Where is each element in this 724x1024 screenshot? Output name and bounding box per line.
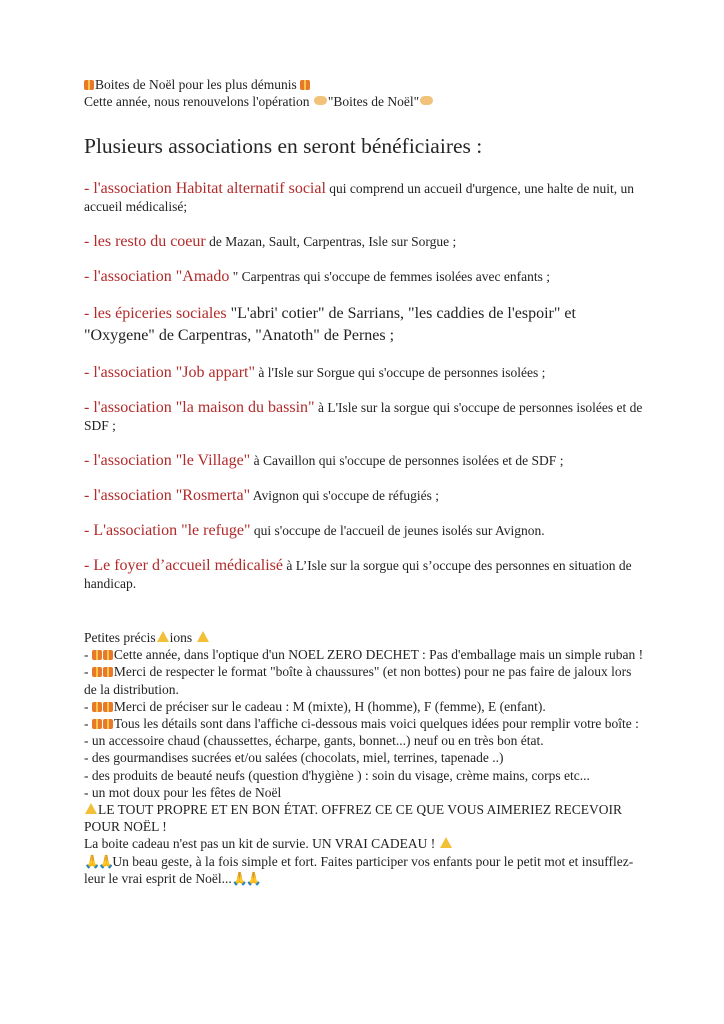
note-text: Merci de respecter le format "boîte à chaussures" (et non bottes) pour ne pas faire de jaloux lors de la distribution. <box>84 664 632 697</box>
gift-icon <box>84 80 94 90</box>
association-description: à Cavaillon qui s'occupe de personnes isolées et de SDF ; <box>250 453 564 468</box>
note-item: - Merci de préciser sur le cadeau : M (mixte), H (homme), F (femme), E (enfant). <box>84 698 546 714</box>
warning-icon <box>85 803 97 814</box>
note-text: Merci de préciser sur le cadeau : M (mixte), H (homme), F (femme), E (enfant). <box>113 698 546 714</box>
gift-icon <box>92 650 102 660</box>
intro-text: Cette année, nous renouvelons l'opération <box>84 94 313 109</box>
notes-block <box>84 629 644 887</box>
association-description: " Carpentras qui s'occupe de femmes isolées avec enfants ; <box>229 269 550 284</box>
association-name: - les épiceries sociales <box>84 305 227 322</box>
note-item: - Cette année, dans l'optique d'un NOEL ZERO DECHET : Pas d'emballage mais un simple ruban ! <box>84 647 644 663</box>
association-item <box>84 303 644 347</box>
note-item: - Merci de respecter le format "boîte à chaussures" (et non bottes) pour ne pas faire de jaloux lors de la distribution. <box>84 664 632 697</box>
praying-hands-icon: 🙏🙏 <box>231 870 261 886</box>
idea-item: - des gourmandises sucrées et/ou salées (chocolats, miel, terrines, tapenade ..) <box>84 750 504 766</box>
sun-cloud-icon <box>420 96 433 105</box>
warning-icon <box>157 631 169 642</box>
association-name: - l'association "le Village" <box>84 452 251 469</box>
association-name: - Le foyer d’accueil médicalisé <box>84 557 283 574</box>
gift-icon <box>300 80 310 90</box>
association-description: à L'Isle sur la sorgue qui s'occupe de personnes isolées et de SDF ; <box>84 400 643 433</box>
praying-hands-icon: 🙏🙏 <box>84 853 113 869</box>
association-item <box>84 557 644 593</box>
document-page <box>84 76 644 887</box>
closing-text: Un beau geste, à la fois simple et fort. Faites participer vos enfants pour le petit mot et insufflez-leur le vrai esprit de Noël... <box>84 853 634 886</box>
gift-icon <box>92 719 102 729</box>
association-item <box>84 180 644 216</box>
closing-line <box>84 853 644 887</box>
idea-item: - un mot doux pour les fêtes de Noël <box>84 784 282 800</box>
survival-line <box>84 835 644 852</box>
association-item <box>84 364 644 382</box>
association-name: - l'association "Job appart" <box>84 364 256 381</box>
idea-item: - des produits de beauté neufs (question d'hygiène ) : soin du visage, crème mains, corps etc... <box>84 767 590 783</box>
warning-text: LE TOUT PROPRE ET EN BON ÉTAT. OFFREZ CE CE QUE VOUS AIMERIEZ RECEVOIR POUR NOËL ! <box>84 802 622 835</box>
association-item <box>84 522 644 540</box>
warning-icon <box>197 631 209 642</box>
warning-icon <box>440 837 452 848</box>
notes-title-part: ions <box>169 630 193 645</box>
intro-line-1 <box>84 76 644 93</box>
survival-text: La boite cadeau n'est pas un kit de survie. UN VRAI CADEAU ! <box>84 836 436 852</box>
gift-icon <box>103 702 113 712</box>
association-item <box>84 487 644 505</box>
note-item: - Tous les détails sont dans l'affiche ci-dessous mais voici quelques idées pour remplir votre boîte : <box>84 716 639 732</box>
section-heading: Plusieurs associations en seront bénéficiaires : <box>84 134 483 158</box>
sun-cloud-icon <box>314 96 327 105</box>
association-description: de Mazan, Sault, Carpentras, Isle sur Sorgue ; <box>205 234 457 249</box>
association-item <box>84 452 644 470</box>
association-name: - l'association Habitat alternatif social <box>84 180 326 197</box>
association-description: qui s'occupe de l'accueil de jeunes isolés sur Avignon. <box>250 523 545 538</box>
association-name: - l'association "Rosmerta" <box>84 487 251 504</box>
note-text: Tous les détails sont dans l'affiche ci-dessous mais voici quelques idées pour remplir votre boîte : <box>113 716 639 732</box>
warning-line <box>84 801 644 835</box>
gift-icon <box>103 667 113 677</box>
association-description: à l'Isle sur Sorgue qui s'occupe de personnes isolées ; <box>255 365 546 380</box>
association-description: à L’Isle sur la sorgue qui s’occupe des personnes en situation de handicap. <box>84 558 632 591</box>
notes-title-part: Petites précis <box>84 630 156 645</box>
association-name: - les resto du coeur <box>84 233 206 250</box>
association-name: - l'association "la maison du bassin" <box>84 399 315 416</box>
association-item <box>84 233 644 251</box>
gift-icon <box>92 667 102 677</box>
association-name: - l'association "Amado <box>84 268 230 285</box>
association-list <box>84 180 644 593</box>
intro-title: Boites de Noël pour les plus démunis <box>95 77 297 92</box>
intro-block <box>84 76 644 110</box>
association-item <box>84 268 644 286</box>
gift-icon <box>103 719 113 729</box>
association-item <box>84 399 644 435</box>
notes-title <box>84 629 644 646</box>
association-description: qui comprend un accueil d'urgence, une halte de nuit, un accueil médicalisé; <box>84 181 634 214</box>
association-description: "L'abri' cotier" de Sarrians, "les caddies de l'espoir" et "Oxygene" de Carpentras, "Anatoth" de Pernes ; <box>84 305 576 344</box>
association-name: - L'association "le refuge" <box>84 522 251 539</box>
note-text: Cette année, dans l'optique d'un NOEL ZERO DECHET : Pas d'emballage mais un simple ruban ! <box>113 647 644 663</box>
operation-name: "Boites de Noël" <box>327 94 420 109</box>
association-description: Avignon qui s'occupe de réfugiés ; <box>250 488 440 503</box>
gift-icon <box>103 650 113 660</box>
intro-line-2 <box>84 93 644 110</box>
gift-icon <box>92 702 102 712</box>
idea-item: - un accessoire chaud (chaussettes, écharpe, gants, bonnet...) neuf ou en très bon état. <box>84 733 544 749</box>
